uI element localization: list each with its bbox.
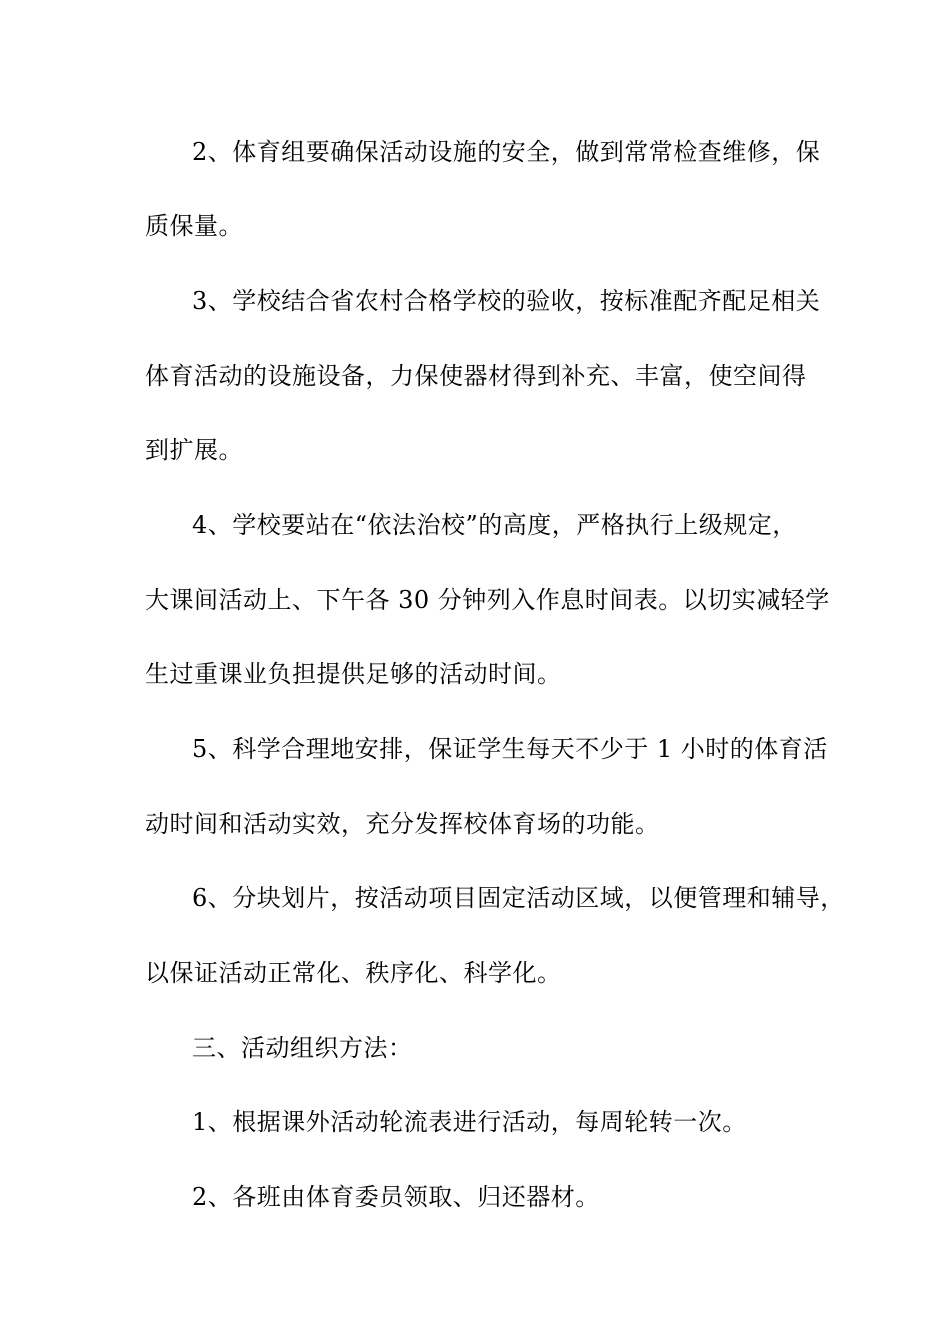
paragraph-line: 2、体育组要确保活动设施的安全，做到常常检查维修，保 [192, 138, 821, 166]
paragraph-line: 体育活动的设施设备，力保使器材得到补充、丰富，使空间得 [145, 362, 807, 390]
paragraph-line: 生过重课业负担提供足够的活动时间。 [145, 660, 562, 688]
section-heading: 三、活动组织方法： [192, 1034, 413, 1062]
paragraph-line: 动时间和活动实效，充分发挥校体育场的功能。 [145, 810, 660, 838]
paragraph-line: 到扩展。 [145, 436, 243, 464]
paragraph-line: 大课间活动上、下午各 30 分钟列入作息时间表。以切实减轻学 [145, 586, 830, 614]
paragraph-line: 5、科学合理地安排，保证学生每天不少于 1 小时的体育活 [192, 735, 828, 763]
paragraph-line: 6、分块划片，按活动项目固定活动区域，以便管理和辅导， [192, 884, 845, 912]
paragraph-line: 以保证活动正常化、秩序化、科学化。 [145, 959, 562, 987]
paragraph-line: 质保量。 [145, 212, 243, 240]
paragraph-line: 1、根据课外活动轮流表进行活动，每周轮转一次。 [192, 1108, 747, 1136]
paragraph-line: 4、学校要站在“依法治校”的高度，严格执行上级规定， [192, 511, 797, 539]
paragraph-line: 3、学校结合省农村合格学校的验收，按标准配齐配足相关 [192, 287, 821, 315]
paragraph-line: 2、各班由体育委员领取、归还器材。 [192, 1183, 600, 1211]
